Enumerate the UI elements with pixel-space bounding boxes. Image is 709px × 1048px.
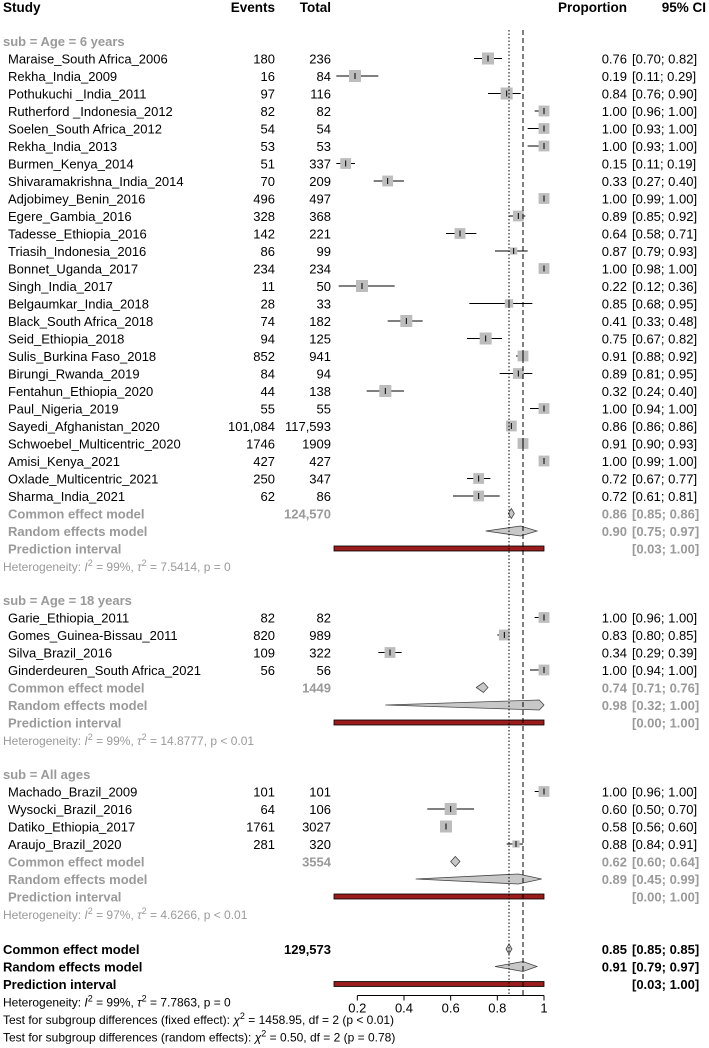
study-events: 16 xyxy=(260,69,275,84)
study-proportion: 0.22 xyxy=(601,279,627,294)
study-name: Amisi_Kenya_2021 xyxy=(8,454,121,469)
study-ci: [0.85; 0.92] xyxy=(632,209,698,224)
overall-common-effect-proportion: 0.85 xyxy=(601,942,627,957)
study-proportion: 0.89 xyxy=(601,366,627,382)
study-ci: [0.93; 1.00] xyxy=(632,121,698,137)
study-proportion: 0.83 xyxy=(601,628,627,643)
overall-prediction-interval-ci: [0.03; 1.00] xyxy=(632,977,700,992)
study-name: Rekha_India_2013 xyxy=(8,139,118,154)
study-row xyxy=(8,402,697,417)
study-row xyxy=(8,437,697,452)
study-name: Sharma_India_2021 xyxy=(8,489,126,504)
overall-prediction-interval-bar xyxy=(334,982,544,987)
study-name: Singh_India_2017 xyxy=(8,279,113,294)
study-row xyxy=(8,489,697,504)
random-effects-ci: [0.75; 0.97] xyxy=(632,524,700,539)
study-total: 322 xyxy=(309,645,331,661)
study-row xyxy=(8,297,697,312)
study-row xyxy=(8,384,697,399)
study-proportion: 0.87 xyxy=(601,244,627,259)
study-ci: [0.96; 1.00] xyxy=(632,610,698,626)
study-row xyxy=(8,454,697,469)
overall-common-effect-ci: [0.85; 0.85] xyxy=(632,942,700,957)
overall-random-effects-label: Random effects model xyxy=(3,959,143,975)
study-total: 337 xyxy=(309,156,331,172)
study-proportion: 0.33 xyxy=(601,174,627,189)
study-total: 99 xyxy=(316,244,331,259)
study-name: Machado_Brazil_2009 xyxy=(8,784,138,800)
study-events: 180 xyxy=(253,51,275,67)
overall-random-effects-proportion: 0.91 xyxy=(601,959,627,975)
study-total: 989 xyxy=(309,628,331,643)
study-total: 117,593 xyxy=(284,419,331,434)
study-total: 116 xyxy=(310,86,331,102)
study-ci: [0.27; 0.40] xyxy=(632,174,698,189)
study-name: Fentahun_Ethiopia_2020 xyxy=(8,384,154,399)
study-total: 320 xyxy=(309,837,331,852)
study-events: 62 xyxy=(260,489,275,504)
study-ci: [0.94; 1.00] xyxy=(632,401,698,417)
study-name: Birungi_Rwanda_2019 xyxy=(8,366,140,382)
study-total: 347 xyxy=(309,471,331,487)
study-total: 3027 xyxy=(302,819,331,835)
study-name: Wysocki_Brazil_2016 xyxy=(8,802,133,817)
study-total: 82 xyxy=(316,610,331,626)
study-row xyxy=(8,785,697,800)
test-subgroup-fixed: Test for subgroup differences (fixed effect): $\chi^2 = 1458.95$, df = 2 (p < 0.01) xyxy=(3,1011,395,1027)
study-proportion: 1.00 xyxy=(601,261,627,277)
common-effect-diamond xyxy=(476,683,488,693)
x-tick-label: 1 xyxy=(540,1000,548,1016)
study-proportion: 1.00 xyxy=(601,139,627,154)
study-events: 54 xyxy=(260,121,275,137)
study-proportion: 1.00 xyxy=(601,121,627,137)
study-events: 97 xyxy=(260,86,275,102)
common-effect-ci: [0.60; 0.64] xyxy=(632,854,700,870)
study-events: 82 xyxy=(260,104,275,119)
study-total: 101 xyxy=(309,784,331,800)
study-ci: [0.90; 0.93] xyxy=(632,436,698,452)
study-ci: [0.56; 0.60] xyxy=(632,819,698,835)
overall-common-effect-label: Common effect model xyxy=(3,942,140,957)
random-effects-row xyxy=(8,698,699,713)
study-events: 70 xyxy=(260,174,275,189)
study-events: 1761 xyxy=(246,819,275,835)
study-proportion: 0.91 xyxy=(601,349,627,364)
prediction-interval-bar xyxy=(334,546,544,551)
study-events: 1746 xyxy=(246,436,275,452)
study-total: 182 xyxy=(309,314,331,329)
study-events: 86 xyxy=(260,244,275,259)
study-name: Black_South Africa_2018 xyxy=(8,314,154,329)
random-effects-row xyxy=(8,524,699,539)
study-ci: [0.68; 0.95] xyxy=(632,296,698,312)
study-events: 101,084 xyxy=(228,419,275,434)
study-proportion: 1.00 xyxy=(601,784,627,800)
study-total: 53 xyxy=(316,139,331,154)
study-total: 221 xyxy=(309,226,331,242)
header-events: Events xyxy=(230,0,275,15)
x-tick-label: 0.8 xyxy=(488,1000,507,1016)
study-proportion: 0.86 xyxy=(601,419,627,434)
x-tick-label: 0.6 xyxy=(441,1000,460,1016)
overall-common-effect-row xyxy=(3,942,699,957)
study-row xyxy=(8,314,697,329)
study-name: Gomes_Guinea-Bissau_2011 xyxy=(8,628,178,643)
overall-prediction-interval-row xyxy=(3,977,699,992)
study-proportion: 0.58 xyxy=(601,819,627,835)
study-total: 106 xyxy=(309,802,331,817)
common-effect-total: 124,570 xyxy=(284,506,331,522)
prediction-interval-label: Prediction interval xyxy=(8,715,122,731)
study-name: Datiko_Ethiopia_2017 xyxy=(8,819,136,835)
random-effects-ci: [0.32; 1.00] xyxy=(632,698,700,713)
study-total: 368 xyxy=(309,209,331,224)
overall-random-effects-ci: [0.79; 0.97] xyxy=(632,959,700,975)
random-effects-ci: [0.45; 0.99] xyxy=(632,872,700,887)
study-proportion: 0.88 xyxy=(601,837,627,852)
study-total: 94 xyxy=(316,366,331,382)
study-proportion: 0.32 xyxy=(601,384,627,399)
study-row xyxy=(8,122,697,137)
study-name: Triasih_Indonesia_2016 xyxy=(8,244,147,259)
overall-heterogeneity-text: Heterogeneity: $I^2 = 99\%$, $\tau^2 = 7.7863$, p = 0 xyxy=(3,993,231,1010)
study-name: Rutherford _Indonesia_2012 xyxy=(8,104,173,119)
overall-common-effect-total: 129,573 xyxy=(284,942,331,957)
study-ci: [0.99; 1.00] xyxy=(632,191,698,207)
subgroup-label: sub = All ages xyxy=(3,767,91,782)
study-row xyxy=(8,227,697,242)
prediction-interval-ci: [0.03; 1.00] xyxy=(632,541,700,557)
study-name: Adjobimey_Benin_2016 xyxy=(8,191,146,207)
study-events: 44 xyxy=(260,384,275,399)
study-ci: [0.96; 1.00] xyxy=(632,104,698,119)
common-effect-row xyxy=(8,681,699,696)
prediction-interval-ci: [0.00; 1.00] xyxy=(632,715,700,731)
common-effect-ci: [0.71; 0.76] xyxy=(632,680,700,696)
common-effect-proportion: 0.62 xyxy=(601,854,627,870)
common-effect-ci: [0.85; 0.86] xyxy=(632,506,700,522)
study-ci: [0.67; 0.82] xyxy=(632,331,698,347)
study-proportion: 1.00 xyxy=(601,104,627,119)
heterogeneity-text: Heterogeneity: $I^2 = 99\%$, $\tau^2 = 7.5414$, p = 0 xyxy=(3,558,231,574)
random-effects-label: Random effects model xyxy=(8,872,148,887)
study-name: Rekha_India_2009 xyxy=(8,69,118,84)
study-row xyxy=(8,820,697,835)
study-row xyxy=(8,611,697,626)
study-events: 82 xyxy=(260,610,275,626)
prediction-interval-label: Prediction interval xyxy=(8,889,122,905)
study-name: Egere_Gambia_2016 xyxy=(8,209,132,224)
study-row xyxy=(8,332,697,347)
study-events: 53 xyxy=(260,139,275,154)
random-effects-label: Random effects model xyxy=(8,524,148,539)
overall-prediction-interval-label: Prediction interval xyxy=(3,977,117,992)
prediction-interval-row xyxy=(8,890,699,905)
study-name: Pothukuchi _India_2011 xyxy=(8,86,147,102)
common-effect-diamond xyxy=(451,857,460,867)
header-total: Total xyxy=(299,0,331,15)
study-name: Silva_Brazil_2016 xyxy=(8,645,113,661)
common-effect-row xyxy=(8,507,699,522)
study-ci: [0.80; 0.85] xyxy=(632,628,698,643)
study-ci: [0.29; 0.39] xyxy=(632,645,698,661)
study-name: Garie_Ethiopia_2011 xyxy=(8,610,130,626)
study-name: Araujo_Brazil_2020 xyxy=(8,837,122,852)
study-ci: [0.58; 0.71] xyxy=(632,226,698,242)
study-total: 82 xyxy=(316,104,331,119)
study-proportion: 0.91 xyxy=(601,436,627,452)
study-events: 281 xyxy=(253,837,275,852)
prediction-interval-ci: [0.00; 1.00] xyxy=(632,889,700,905)
study-name: Maraise_South Africa_2006 xyxy=(8,51,168,67)
study-row xyxy=(8,52,697,67)
study-ci: [0.11; 0.19] xyxy=(632,156,697,172)
study-events: 84 xyxy=(260,366,275,382)
study-name: Soelen_South Africa_2012 xyxy=(8,121,162,137)
random-effects-label: Random effects model xyxy=(8,698,148,713)
study-row xyxy=(8,802,697,817)
common-effect-label: Common effect model xyxy=(8,506,145,522)
study-total: 941 xyxy=(309,349,331,364)
study-proportion: 0.75 xyxy=(601,331,627,347)
study-name: Burmen_Kenya_2014 xyxy=(8,156,134,172)
study-ci: [0.76; 0.90] xyxy=(632,86,698,102)
study-proportion: 0.64 xyxy=(601,226,627,242)
study-events: 94 xyxy=(260,331,275,347)
study-name: Shivaramakrishna_India_2014 xyxy=(8,174,184,189)
common-effect-proportion: 0.86 xyxy=(601,506,627,522)
study-name: Oxlade_Multicentric_2021 xyxy=(8,471,159,487)
study-total: 50 xyxy=(316,279,331,294)
study-total: 497 xyxy=(309,191,331,207)
study-ci: [0.94; 1.00] xyxy=(632,663,698,678)
common-effect-total: 1449 xyxy=(302,680,331,696)
study-ci: [0.50; 0.70] xyxy=(632,802,698,817)
study-ci: [0.81; 0.95] xyxy=(632,366,698,382)
study-row xyxy=(8,367,697,382)
common-effect-total: 3554 xyxy=(302,854,331,870)
study-events: 51 xyxy=(260,156,275,172)
study-row xyxy=(8,279,697,294)
study-total: 209 xyxy=(309,174,331,189)
study-proportion: 0.76 xyxy=(601,51,627,67)
study-name: Seid_Ethiopia_2018 xyxy=(8,331,125,347)
study-row xyxy=(8,104,697,119)
study-events: 234 xyxy=(253,261,275,277)
study-row xyxy=(8,192,697,207)
overall-random-effects-row xyxy=(3,960,699,975)
study-name: Ginderdeuren_South Africa_2021 xyxy=(8,663,201,678)
study-row xyxy=(8,262,697,277)
study-proportion: 1.00 xyxy=(601,454,627,469)
study-name: Bonnet_Uganda_2017 xyxy=(8,261,139,277)
study-total: 234 xyxy=(309,261,331,277)
header-proportion: Proportion xyxy=(558,0,627,15)
study-total: 427 xyxy=(309,454,331,469)
random-effects-proportion: 0.89 xyxy=(601,872,627,887)
study-ci: [0.61; 0.81] xyxy=(632,489,698,504)
prediction-interval-row xyxy=(8,716,699,731)
study-events: 28 xyxy=(260,296,275,312)
study-row xyxy=(8,472,697,487)
study-ci: [0.88; 0.92] xyxy=(632,349,698,364)
study-total: 138 xyxy=(309,384,331,399)
study-total: 55 xyxy=(316,401,331,417)
study-proportion: 0.72 xyxy=(601,489,627,504)
study-proportion: 0.34 xyxy=(601,645,627,661)
study-proportion: 0.72 xyxy=(601,471,627,487)
study-row xyxy=(8,663,697,678)
study-ci: [0.11; 0.29] xyxy=(632,69,697,84)
study-proportion: 0.19 xyxy=(601,69,627,84)
study-ci: [0.12; 0.36] xyxy=(632,279,698,294)
study-total: 54 xyxy=(316,121,331,137)
study-proportion: 0.60 xyxy=(601,802,627,817)
study-proportion: 1.00 xyxy=(601,191,627,207)
common-effect-row xyxy=(8,855,699,870)
test-subgroup-random: Test for subgroup differences (random effects): $\chi^2 = 0.50$, df = 2 (p = 0.78) xyxy=(3,1028,396,1045)
study-proportion: 1.00 xyxy=(601,610,627,626)
study-ci: [0.84; 0.91] xyxy=(632,837,698,852)
study-events: 74 xyxy=(260,314,275,329)
study-ci: [0.79; 0.93] xyxy=(632,244,698,259)
study-events: 109 xyxy=(253,645,275,661)
study-total: 1909 xyxy=(302,436,331,452)
study-row xyxy=(8,837,697,852)
study-events: 496 xyxy=(253,191,275,207)
study-ci: [0.93; 1.00] xyxy=(632,139,698,154)
prediction-interval-label: Prediction interval xyxy=(8,541,122,557)
study-ci: [0.86; 0.86] xyxy=(632,419,698,434)
x-tick-label: 0.2 xyxy=(348,1000,367,1016)
study-name: Paul_Nigeria_2019 xyxy=(8,401,119,417)
study-ci: [0.96; 1.00] xyxy=(632,784,698,800)
study-total: 56 xyxy=(316,663,331,678)
header-ci: 95% CI xyxy=(661,0,706,15)
random-effects-proportion: 0.90 xyxy=(601,524,627,539)
study-row xyxy=(8,244,697,259)
common-effect-label: Common effect model xyxy=(8,680,145,696)
heterogeneity-text: Heterogeneity: $I^2 = 99\%$, $\tau^2 = 14.8777$, p < 0.01 xyxy=(3,732,255,748)
study-ci: [0.99; 1.00] xyxy=(632,454,698,469)
random-effects-row xyxy=(8,872,699,887)
study-events: 64 xyxy=(260,802,275,817)
study-events: 250 xyxy=(253,471,275,487)
prediction-interval-row xyxy=(8,542,699,557)
study-ci: [0.70; 0.82] xyxy=(632,51,698,67)
random-effects-diamond xyxy=(486,526,537,536)
study-row xyxy=(8,157,696,172)
study-row xyxy=(8,349,697,364)
study-name: Sulis_Burkina Faso_2018 xyxy=(8,349,157,364)
study-row xyxy=(8,209,697,224)
prediction-interval-bar xyxy=(334,894,544,899)
study-row xyxy=(8,87,697,102)
subgroup-label: sub = Age = 18 years xyxy=(3,593,132,608)
study-row xyxy=(8,646,697,661)
common-effect-label: Common effect model xyxy=(8,854,145,870)
study-ci: [0.33; 0.48] xyxy=(632,314,698,329)
study-events: 11 xyxy=(261,279,275,294)
study-proportion: 0.84 xyxy=(601,86,627,102)
study-ci: [0.98; 1.00] xyxy=(632,261,698,277)
common-effect-proportion: 0.74 xyxy=(601,680,627,696)
study-name: Belgaumkar_India_2018 xyxy=(8,296,149,312)
random-effects-diamond xyxy=(385,700,544,710)
random-effects-proportion: 0.98 xyxy=(601,698,627,713)
study-events: 55 xyxy=(260,401,275,417)
x-tick-label: 0.4 xyxy=(394,1000,414,1016)
study-row xyxy=(8,139,697,154)
study-events: 328 xyxy=(253,209,275,224)
study-proportion: 0.89 xyxy=(601,209,627,224)
study-proportion: 0.15 xyxy=(601,156,627,172)
study-name: Schwoebel_Multicentric_2020 xyxy=(8,436,181,452)
overall-common-effect-diamond xyxy=(506,944,512,954)
prediction-interval-bar xyxy=(334,720,544,725)
study-proportion: 0.41 xyxy=(601,314,627,329)
study-proportion: 0.85 xyxy=(601,296,627,312)
study-events: 101 xyxy=(253,784,275,800)
study-name: Tadesse_Ethiopia_2016 xyxy=(8,226,147,242)
study-events: 852 xyxy=(253,349,275,364)
study-events: 56 xyxy=(260,663,275,678)
study-total: 86 xyxy=(316,489,331,504)
study-row xyxy=(8,628,697,643)
heterogeneity-text: Heterogeneity: $I^2 = 97\%$, $\tau^2 = 4.6266$, p < 0.01 xyxy=(3,906,248,922)
study-ci: [0.67; 0.77] xyxy=(632,471,698,487)
study-row xyxy=(8,419,697,434)
study-name: Sayedi_Afghanistan_2020 xyxy=(8,419,160,434)
header-study: Study xyxy=(3,0,41,15)
study-events: 427 xyxy=(253,454,275,469)
study-proportion: 1.00 xyxy=(601,663,627,678)
study-ci: [0.24; 0.40] xyxy=(632,384,698,399)
study-events: 820 xyxy=(253,628,275,643)
subgroup-label: sub = Age = 6 years xyxy=(3,34,125,49)
study-total: 125 xyxy=(309,331,331,347)
study-proportion: 1.00 xyxy=(601,401,627,417)
study-total: 33 xyxy=(316,296,331,312)
study-row xyxy=(8,69,696,84)
study-total: 84 xyxy=(316,69,331,84)
study-total: 236 xyxy=(309,51,331,67)
study-row xyxy=(8,174,697,189)
overall-random-effects-diamond xyxy=(495,962,537,972)
study-events: 142 xyxy=(253,226,275,242)
